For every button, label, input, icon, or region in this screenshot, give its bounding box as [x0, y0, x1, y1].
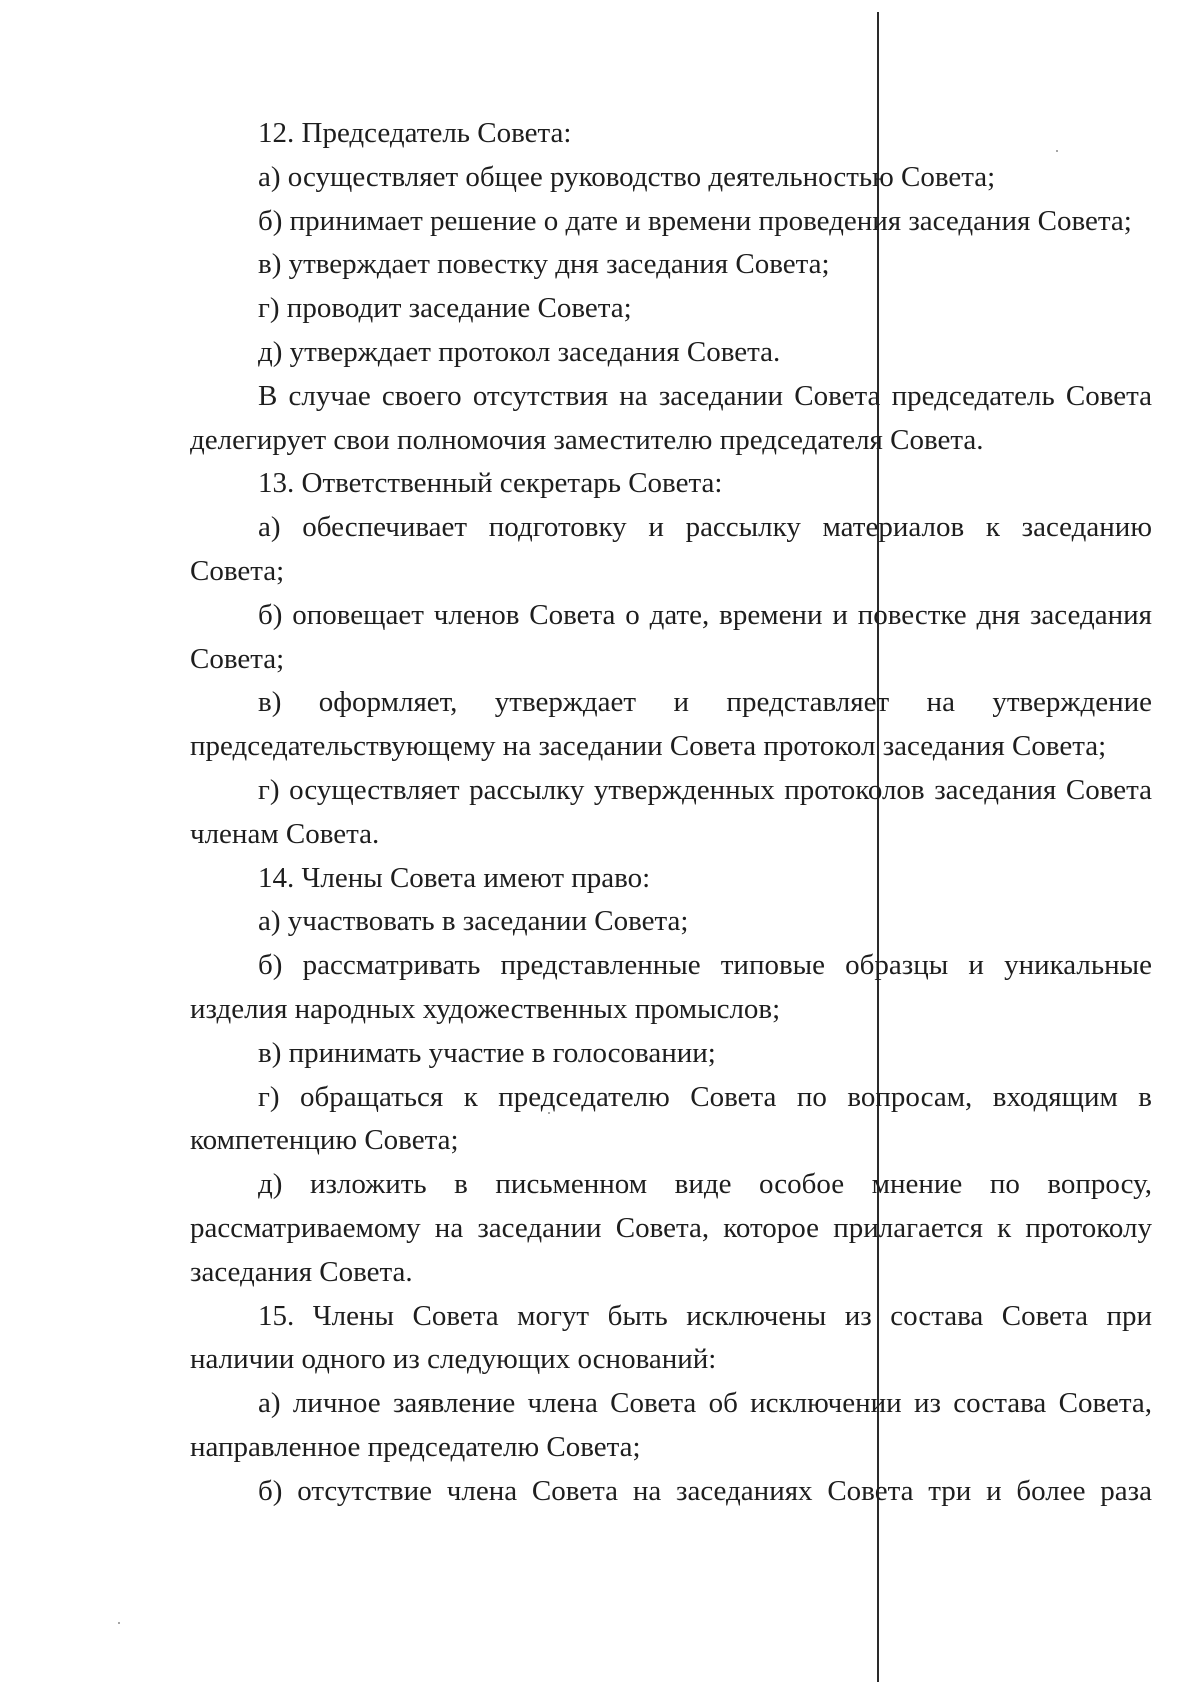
paragraph-14v: в) принимать участие в голосовании; [258, 1036, 716, 1069]
document-body [190, 112, 1152, 1514]
paragraph-14d: д) изложить в письменном виде особое мнение по вопросу, рассматриваемому на заседании Совета, которое прилагается к протоколу заседания Совета. [190, 1168, 1152, 1288]
paragraph-14g: г) обращаться к председателю Совета по вопросам, входящим в компетенцию Совета; [190, 1080, 1152, 1157]
paragraph-15a: а) личное заявление члена Совета об исключении из состава Совета, направленное председателю Совета; [190, 1387, 1152, 1463]
paragraph-13b: б) оповещает членов Совета о дате, времени и повестке дня заседания Совета; [190, 598, 1152, 675]
paragraph-13v: в) оформляет, утверждает и представляет на утверждение председательствующему на заседании Совета протокол заседания Совета; [190, 686, 1152, 763]
paragraph-12-absence: В случае своего отсутствия на заседании Совета председатель Совета делегирует свои полномочия заместителю председателя Совета. [190, 379, 1152, 456]
paragraph-12a: а) осуществляет общее руководство деятельностью Совета; [258, 160, 996, 193]
paragraph-14a: а) участвовать в заседании Совета; [258, 905, 689, 938]
paragraph-12v: в) утверждает повестку дня заседания Совета; [258, 248, 830, 281]
paragraph-12-heading: 12. Председатель Совета: [258, 117, 572, 149]
paragraph-13a: а) обеспечивает подготовку и рассылку материалов к заседанию Совета; [190, 511, 1152, 587]
paragraph-12d: д) утверждает протокол заседания Совета. [258, 335, 781, 368]
paragraph-13g: г) осуществляет рассылку утвержденных протоколов заседания Совета членам Совета. [190, 773, 1152, 850]
paragraph-13-heading: 13. Ответственный секретарь Совета: [258, 467, 723, 500]
paragraph-12g: г) проводит заседание Совета; [258, 292, 632, 325]
paragraph-15-heading: 15. Члены Совета могут быть исключены из состава Совета при наличии одного из следующих оснований: [190, 1299, 1152, 1376]
scan-speck [118, 1622, 120, 1624]
paragraph-12b: б) принимает решение о дате и времени проведения заседания Совета; [258, 204, 1132, 237]
paragraph-14-heading: 14. Члены Совета имеют право: [258, 861, 651, 894]
paragraph-14b: б) рассматривать представленные типовые образцы и уникальные изделия народных художественных промыслов; [190, 949, 1152, 1025]
paragraph-15b: б) отсутствие члена Совета на заседаниях Совета три и более раза [258, 1474, 1152, 1507]
